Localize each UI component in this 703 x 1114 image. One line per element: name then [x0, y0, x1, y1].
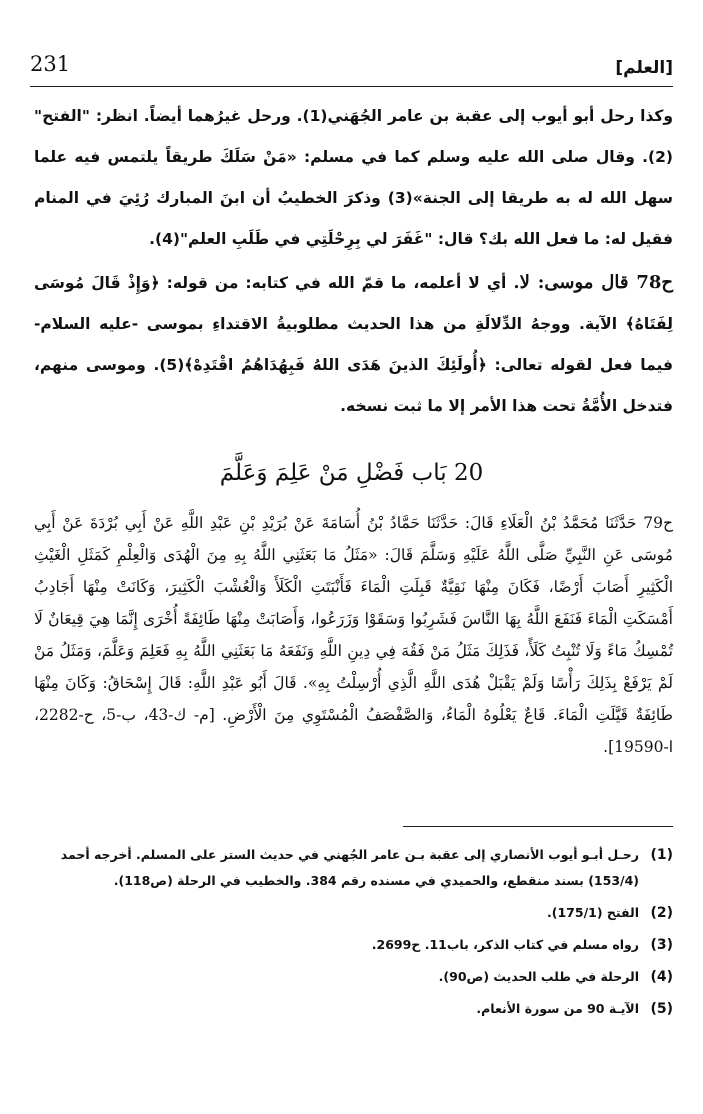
footnote	[34, 964, 673, 990]
intro-paragraph	[34, 96, 673, 260]
page-number: 231	[30, 52, 71, 76]
footnote-number: (1)	[650, 847, 673, 863]
footnote-text: رحـل أبـو أيوب الأنصاري إلى عقبة بـن عامر الجُهني في حديث الستر على المسلم. أخرجه أحمد (153/4) بسند منقطع، والحميدي في مسنده رقم 384. والخطيب في الرحلة (ص118).	[60, 847, 639, 888]
footnote-separator	[403, 826, 673, 827]
footnote	[34, 996, 673, 1022]
intro-text: وكذا رحل أبو أيوب إلى عقبة بن عامر الجُهَني(1). ورحل غيرُهما أيضاً. انظر: "الفتح"(2). وقال صلى الله عليه وسلم كما في مسلم: «مَنْ سَلَكَ طريقاً يلتمس فيه علما سهل الله له به طريقا إلى الجنة»(3) وذكرَ الخطيبُ أن ابنَ المبارك رُئِيَ في المنام فقيل له: ما فعل الله بك؟ قال: "غَفَرَ لي بِرِحْلَتِي في طَلَبِ العلم"(4).	[34, 107, 673, 248]
hadith-paragraph	[34, 507, 673, 763]
footnote-number: (4)	[650, 969, 673, 985]
chapter-title: 20 بَاب فَضْلِ مَنْ عَلِمَ وَعَلَّمَ	[219, 460, 484, 486]
hadith-text: ح79 حَدَّثَنَا مُحَمَّدُ بْنُ الْعَلَاءِ قَالَ: حَدَّثَنَا حَمَّادُ بْنُ أُسَامَةَ عَنْ بُرَيْدِ بْنِ عَبْدِ اللَّهِ عَنْ أَبِي بُرْدَةَ عَنْ أَبِي مُوسَى عَنِ النَّبِيِّ صَلَّى اللَّهُ عَلَيْهِ وَسَلَّمَ قَالَ: «مَثَلُ مَا بَعَثَنِي اللَّهُ بِهِ مِنَ الْهُدَى وَالْعِلْمِ كَمَثَلِ الْغَيْثِ الْكَثِيرِ أَصَابَ أَرْضًا، فَكَانَ مِنْهَا نَقِيَّةٌ قَبِلَتِ الْمَاءَ فَأَنْبَتَتِ الْكَلَأَ وَالْعُشْبَ الْكَثِيرَ، وَكَانَتْ مِنْهَا أَجَادِبُ أَمْسَكَتِ الْمَاءَ فَنَفَعَ اللَّهُ بِهَا النَّاسَ فَشَرِبُوا وَسَقَوْا وَزَرَعُوا، وَأَصَابَتْ مِنْهَا طَائِفَةً أُخْرَى إِنَّمَا هِيَ قِيعَانٌ لَا تُمْسِكُ مَاءً وَلَا تُنْبِتُ كَلَأً، فَذَلِكَ مَثَلُ مَنْ فَقُهَ فِي دِينِ اللَّهِ وَنَفَعَهُ مَا بَعَثَنِي اللَّهُ بِهِ فَعَلِمَ وَعَلَّمَ، وَمَثَلُ مَنْ لَمْ يَرْفَعْ بِذَلِكَ رَأْسًا وَلَمْ يَقْبَلْ هُدَى اللَّهِ الَّذِي أُرْسِلْتُ بِهِ». قَالَ أَبُو عَبْدِ اللَّهِ: قَالَ إِسْحَاقُ: وَكَانَ مِنْهَا طَائِفَةٌ قَيَّلَتِ الْمَاءَ. قَاعٌ يَعْلُوهُ الْمَاءُ، وَالصَّفْصَفُ الْمُسْتَوِي مِنَ الْأَرْضِ. [م- ك-43، ب-5، ح-2282، ا-19590].	[34, 514, 673, 756]
footnotes	[34, 842, 673, 1028]
footnote	[34, 932, 673, 958]
footnote	[34, 842, 673, 894]
footnote-text: الرحلة في طلب الحديث (ص90).	[438, 969, 639, 984]
footnote-number: (2)	[650, 905, 673, 921]
commentary-block	[34, 262, 673, 427]
section-title: [العلم]	[615, 58, 673, 78]
commentary-text: أي لا أعلمه، ما قمّ الله في كتابه: من قوله: ﴿وَإِذْ قَالَ مُوسَى لِفَتَاهُ﴾ الآية. ووجهُ الدِّلالَةِ من هذا الحديث مطلوبيةُ الاقتداءِ بموسى -عليه السلام- فيما فعل لقوله تعالى: ﴿أُولَئِكَ الذينَ هَدَى اللهُ فَبِهُدَاهُمُ اقْتَدِهْ﴾(5). وموسى منهم، فتدخل الأُمَّةُ تحت هذا الأمر إلا ما ثبت نسخه.	[34, 274, 673, 415]
commentary-paragraph	[34, 262, 673, 427]
footnote-number: (3)	[650, 937, 673, 953]
footnote	[34, 900, 673, 926]
footnote-text: الآيـة 90 من سورة الأنعام.	[476, 1001, 639, 1016]
page-header	[30, 52, 673, 87]
footnote-text: الفتح (175/1).	[547, 905, 639, 920]
footnote-text: رواه مسلم في كتاب الذكر، باب11. ح2699.	[371, 937, 639, 952]
footnote-number: (5)	[650, 1001, 673, 1017]
commentary-label: ح78 قال موسى: لا.	[513, 272, 674, 293]
